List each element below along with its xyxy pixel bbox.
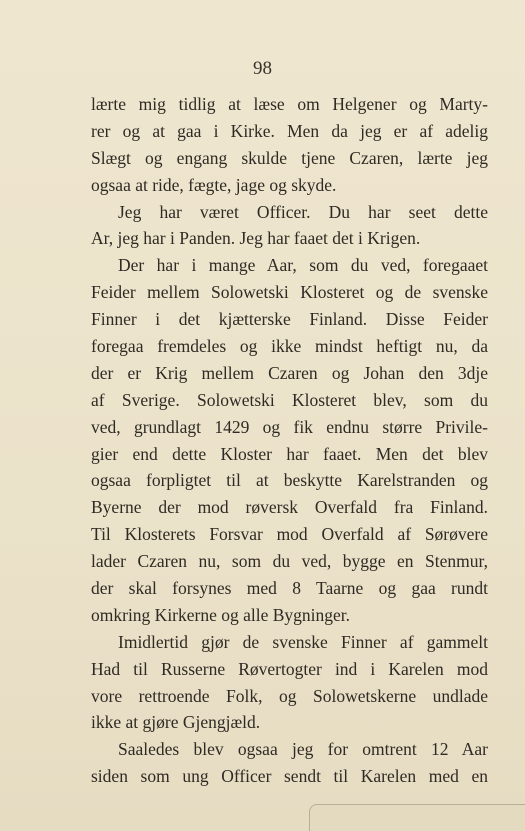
text-line: ogsaa at ride, fægte, jage og skyde.	[91, 174, 337, 195]
text-line: Had til Russerne Røvertogter ind i Karelen mod	[91, 658, 488, 679]
text-line: ved, grundlagt 1429 og fik endnu større Privile-	[91, 416, 488, 437]
text-line: Slægt og engang skulde tjene Czaren, lærte jeg	[91, 147, 488, 168]
text-line: Til Klosterets Forsvar mod Overfald af Sørøvere	[91, 524, 488, 545]
text-line: Imidlertid gjør de svenske Finner af gammelt	[118, 631, 488, 652]
text-line: af Sverige. Solowetski Klosteret blev, som du	[91, 389, 488, 410]
text-line: der skal forsynes med 8 Taarne og gaa rundt	[91, 578, 488, 599]
text-line: lærte mig tidlig at læse om Helgener og Marty-	[91, 94, 488, 114]
text-line: lader Czaren nu, som du ved, bygge en Stenmur,	[91, 551, 488, 572]
text-line: siden som ung Officer sendt til Karelen med en	[91, 766, 488, 787]
text-line: rer og at gaa i Kirke. Men da jeg er af adelig	[91, 120, 488, 141]
text-line: Finner i det kjætterske Finland. Disse Feider	[91, 309, 488, 330]
text-line: ikke at gjøre Gjengjæld.	[91, 712, 261, 733]
text-line: omkring Kirkerne og alle Bygninger.	[91, 604, 351, 625]
page-edge-decoration	[309, 804, 525, 831]
text-line: Ar, jeg har i Panden. Jeg har faaet det i Krigen.	[91, 228, 421, 249]
text-line: Jeg har været Officer. Du har seet dette	[118, 201, 488, 222]
text-line: der er Krig mellem Czaren og Johan den 3dje	[91, 362, 488, 383]
text-line: Feider mellem Solowetski Klosteret og de svenske	[91, 282, 488, 303]
text-line: ogsaa forpligtet til at beskytte Karelstranden og	[91, 470, 488, 491]
text-line: gier end dette Kloster har faaet. Men det blev	[91, 443, 488, 464]
text-line: Der har i mange Aar, som du ved, foregaaet	[118, 255, 488, 276]
page-number: 98	[253, 58, 272, 79]
text-line: Byerne der mod røversk Overfald fra Finland.	[91, 497, 488, 518]
text-line: foregaa fremdeles og ikke mindst heftigt nu, da	[91, 336, 488, 357]
text-line: vore rettroende Folk, og Solowetskerne undlade	[91, 685, 488, 706]
text-line: Saaledes blev ogsaa jeg for omtrent 12 Aar	[118, 739, 488, 760]
body-text	[91, 91, 488, 790]
